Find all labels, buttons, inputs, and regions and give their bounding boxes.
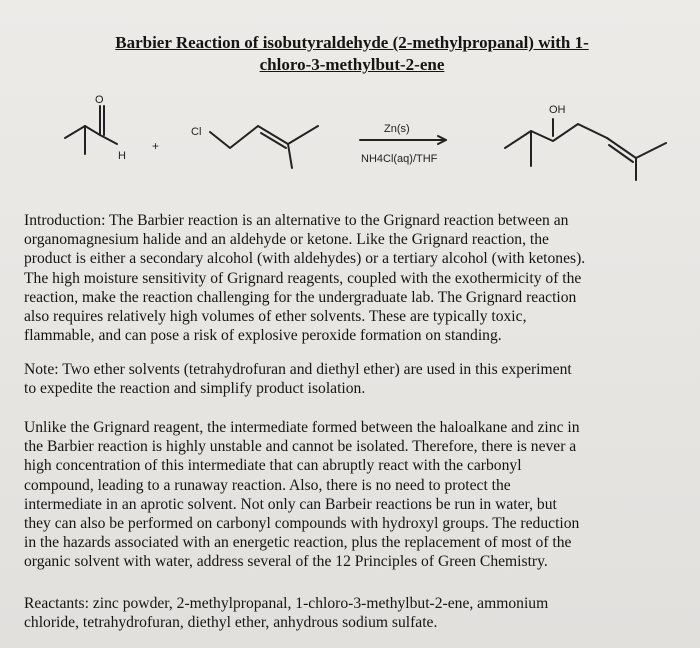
paragraph-line: intermediate in an aprotic solvent. Not only can Barbeir reactions be run in water, but [24,495,557,513]
paragraph-line: chloride, tetrahydrofuran, diethyl ether, anhydrous sodium sulfate. [24,614,438,632]
paragraph-line: compound, leading to a runaway reaction. Also, there is no need to protect the [24,476,511,494]
plus-sign: + [152,139,160,153]
product-structure [505,104,666,180]
isobutyraldehyde-structure [65,94,126,162]
paragraph-line: Unlike the Grignard reagent, the intermediate formed between the haloalkane and zinc in [24,419,580,436]
paragraph-line: to expedite the reaction and simplify product isolation. [24,380,366,398]
title-line-1: Barbier Reaction of isobutyraldehyde (2-methylpropanal) with 1- [115,33,589,52]
title-line-2: chloro-3-methylbut-2-ene [259,55,445,74]
paragraph-line: they can also be performed on carbonyl compounds with hydroxyl groups. The reduction [24,515,580,533]
paragraph-line: reaction, make the reaction challenging for the undergraduate lab. The Grignard reaction [24,288,577,306]
introduction-paragraph [24,211,664,345]
hydrogen-label: H [118,150,126,162]
paragraph-line: also requires relatively high volumes of ether solvents. These are typically toxic, [24,308,527,326]
chlorine-label: Cl [191,126,202,138]
reagent-zinc: Zn(s) [384,123,410,135]
page-title [62,32,642,76]
paragraph-line: organomagnesium halide and an aldehyde or ketone. Like the Grignard reaction, the [24,231,549,249]
paragraph-line: flammable, and can pose a risk of explosive peroxide formation on standing. [24,327,502,345]
reagent-conditions: NH4Cl(aq)/THF [361,153,438,165]
reaction-arrow [360,123,446,165]
reaction-scheme [0,88,700,203]
hydroxyl-label: OH [549,104,566,116]
reactants-paragraph [24,594,664,632]
paragraph-line: Note: Two ether solvents (tetrahydrofuran and diethyl ether) are used in this experiment [24,361,572,378]
paragraph-line: organic solvent with water, address several of the 12 Principles of Green Chemistry. [24,553,548,571]
chloroalkene-structure [191,126,318,168]
paragraph-line: product is either a secondary alcohol (with aldehydes) or a tertiary alcohol (with ketones). [24,250,586,268]
paragraph-line: The high moisture sensitivity of Grignard reagents, coupled with the exothermicity of the [24,269,582,287]
oxygen-label: O [95,94,104,106]
paragraph-line: in the hazards associated with an energetic reaction, plus the replacement of most of the [24,534,572,552]
paragraph-line: high concentration of this intermediate that can abruptly react with the carbonyl [24,457,522,475]
paragraph-line: the Barbier reaction is highly unstable and cannot be isolated. Therefore, there is never a [24,438,577,456]
paragraph-line: Introduction: The Barbier reaction is an alternative to the Grignard reaction between an [24,212,569,229]
paragraph-line: Reactants: zinc powder, 2-methylpropanal, 1-chloro-3-methylbut-2-ene, ammonium [24,595,549,612]
comparison-paragraph [24,418,664,572]
note-paragraph [24,360,664,398]
